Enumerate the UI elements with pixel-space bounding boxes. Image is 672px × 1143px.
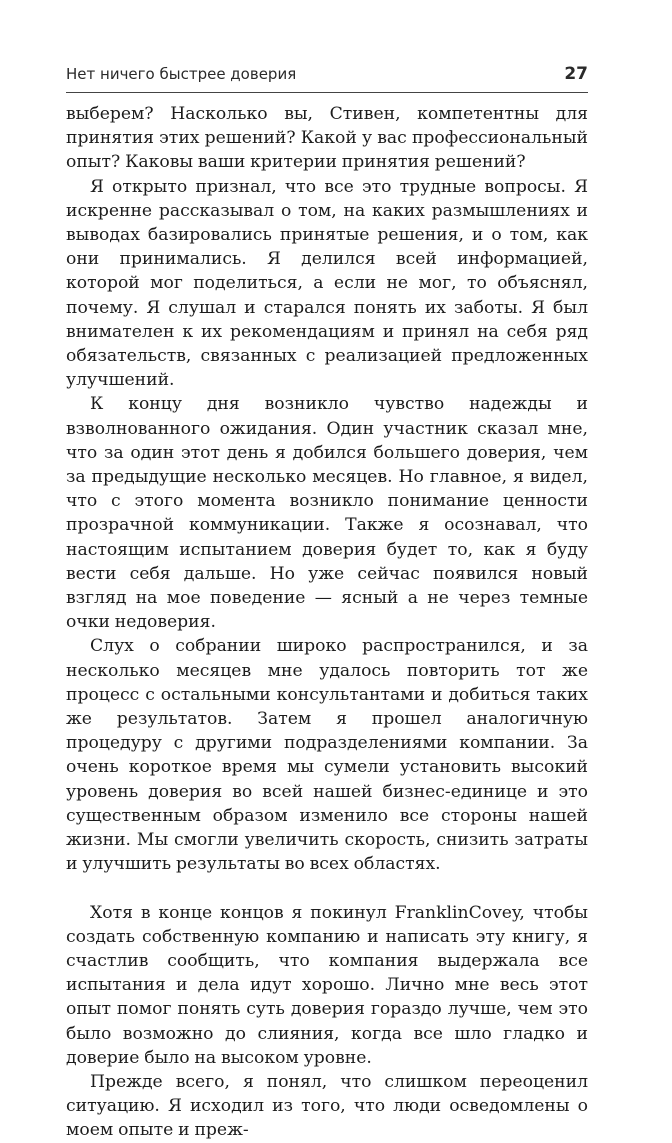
running-header bbox=[66, 64, 588, 88]
page-number: 27 bbox=[564, 64, 588, 84]
paragraph: Слух о собрании широко распространился, и за несколько месяцев мне удалось повторить тот же процесс с остальными консультантами и добиться таких же результатов. Затем я прошел аналогичную процедуру с другими подразделениями компании. За очень короткое время мы сумели установить высокий уровень доверия во всей нашей бизнес-единице и это существенным образом изменило все стороны нашей жизни. Мы смогли увеличить скорость, снизить затраты и улучшить результаты во всех областях. bbox=[66, 636, 588, 875]
page-body bbox=[66, 102, 588, 1143]
paragraph: Хотя в конце концов я покинул FranklinCovey, чтобы создать собственную компанию и написать эту книгу, я счастлив сообщить, что компания выдержала все испытания и дела идут хорошо. Лично мне весь этот опыт помог понять суть доверия гораздо лучше, чем это было возможно до слияния, когда все шло гладко и доверие было на высоком уровне. bbox=[66, 902, 588, 1068]
paragraph: Я открыто признал, что все это трудные вопросы. Я искренне рассказывал о том, на каких размышлениях и выводах базировались принятые решения, и о том, как они принимались. Я делился всей информацией, которой мог поделиться, а если не мог, то объяснял, почему. Я слушал и старался понять их заботы. Я был внимателен к их рекомендациям и принял на себя ряд обязательств, связанных с реализацией предложенных улучшений. bbox=[66, 176, 588, 391]
paragraph: К концу дня возникло чувство надежды и взволнованного ожидания. Один участник сказал мне, что за один этот день я добился большего доверия, чем за предыдущие несколько месяцев. Но главное, я видел, что с этого момента возникло понимание ценности прозрачной коммуникации. Также я осознавал, что настоящим испытанием доверия будет то, как я буду вести себя дальше. Но уже сейчас появился новый взгляд на мое поведение — ясный а не через темные очки недоверия. bbox=[66, 394, 588, 633]
running-title: Нет ничего быстрее доверия bbox=[66, 65, 297, 83]
header-rule bbox=[66, 92, 588, 93]
paragraph: Прежде всего, я понял, что слишком переоценил ситуацию. Я исходил из того, что люди осведомлены о моем опыте и преж- bbox=[66, 1071, 588, 1141]
paragraph: выберем? Насколько вы, Стивен, компетентны для принятия этих решений? Какой у вас профессиональный опыт? Каковы ваши критерии принятия решений? bbox=[66, 104, 588, 173]
